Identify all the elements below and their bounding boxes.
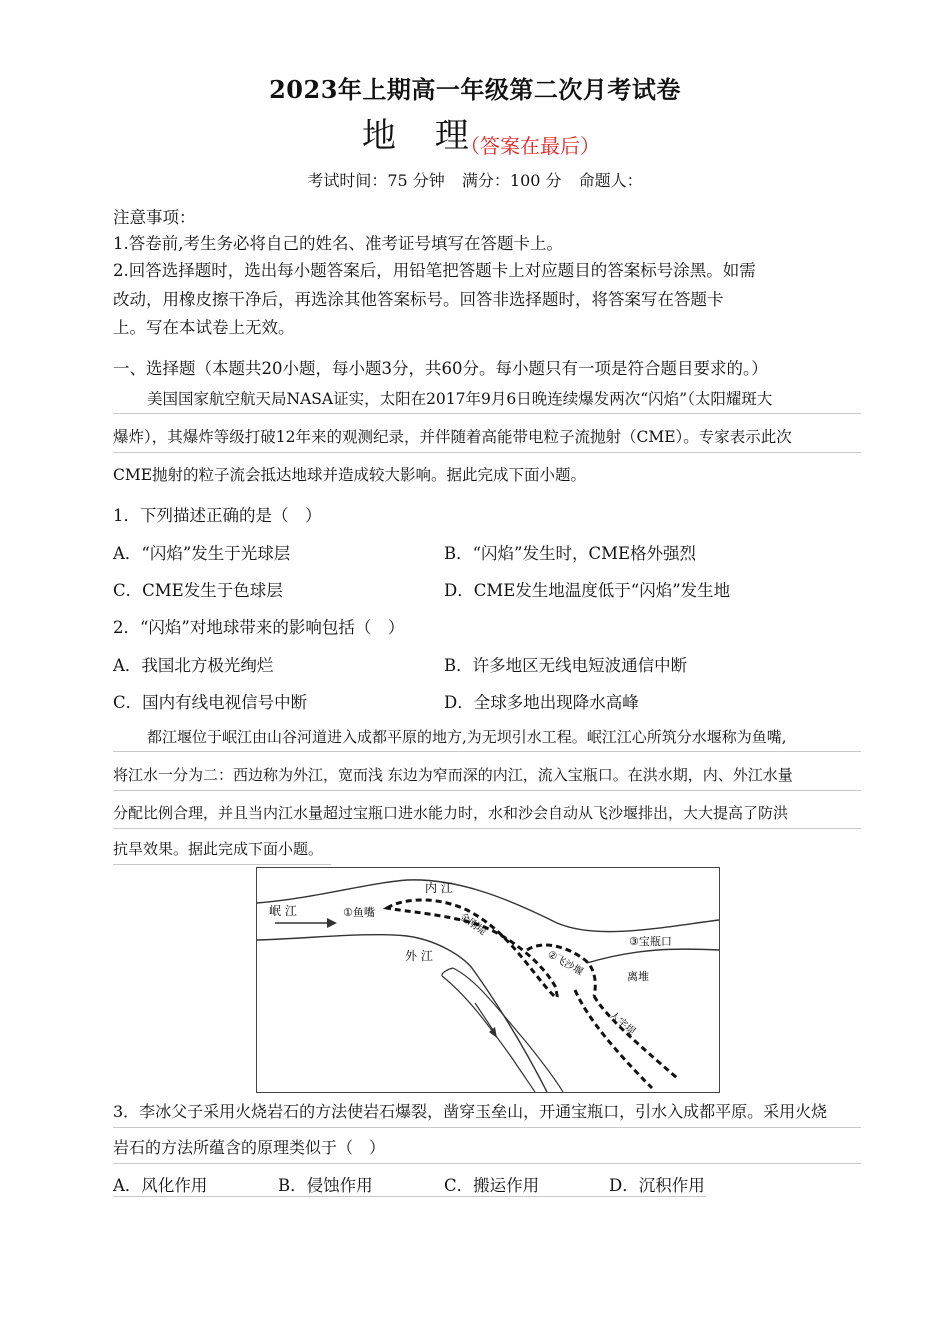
- label-renzidi: 人字堤: [607, 1009, 638, 1038]
- q2-option-a: A．我国北方极光绚烂: [113, 656, 274, 675]
- label-lidui: 离堆: [627, 970, 649, 983]
- q3-options-row: [113, 1170, 706, 1197]
- waijiang-bank: [472, 968, 547, 1092]
- label-baopingkou: ③宝瓶口: [629, 935, 672, 948]
- exam-author: 命题人：: [578, 171, 643, 190]
- label-yuzui: ①鱼嘴: [343, 906, 375, 919]
- subject-title: 地 理: [362, 116, 483, 156]
- note-item-2-line-2: 改动，用橡皮擦干净后，再选涂其他答案标号。回答非选择题时，将答案写在答题卡: [113, 290, 724, 309]
- passage1-line-2: 爆炸），其爆炸等级打破12年来的观测纪录，并伴随着高能带电粒子流抛射（CME）。专家表示此次: [113, 422, 861, 453]
- feishayan-weir: [527, 945, 595, 996]
- exam-score: 满分：100 分: [461, 171, 562, 190]
- waijiang-flow-line: [475, 1003, 493, 1030]
- label-waijiang: 外 江: [405, 949, 433, 963]
- q2-stem: 2．“闪焰”对地球带来的影响包括（ ）: [113, 618, 405, 637]
- q1-option-c: C．CME发生于色球层: [113, 581, 283, 600]
- baopingkou-south-bank: [587, 949, 719, 963]
- section-heading: 一、选择题（本题共20小题，每小题3分，共60分。每小题只有一项是符合题目要求的。）: [113, 359, 768, 378]
- q1-option-b: B．“闪焰”发生时，CME格外强烈: [444, 544, 697, 563]
- q3-option-b: B．侵蚀作用: [278, 1176, 373, 1195]
- q3-stem-line-2: 岩石的方法所蕴含的原理类似于（ ）: [113, 1133, 861, 1164]
- dujiangyan-map-drawing: [257, 868, 719, 1092]
- passage1-line-3: CME抛射的粒子流会抵达地球并造成较大影响。据此完成下面小题。: [113, 466, 587, 484]
- note-item-2-line-1: 2.回答选择题时，选出每小题答案后，用铅笔把答题卡上对应题目的答案标号涂黑。如需: [113, 261, 756, 280]
- label-feishayan: ②飞沙堰: [545, 949, 585, 979]
- q2-option-b: B．许多地区无线电短波通信中断: [444, 656, 688, 675]
- q3-option-c: C．搬运作用: [444, 1176, 540, 1195]
- passage2-line-3: 分配比例合理，并且当内江水量超过宝瓶口进水能力时，水和沙会自动从飞沙堰排出，大大提高了防洪: [113, 798, 861, 829]
- passage2-line-1: 都江堰位于岷江由山谷河道进入成都平原的地方,为无坝引水工程。岷江江心所筑分水堰称为鱼嘴,: [113, 722, 861, 752]
- q3-option-d: D．沉积作用: [609, 1176, 705, 1195]
- exam-info: [0, 168, 950, 191]
- q2-option-c: C．国内有线电视信号中断: [113, 693, 308, 712]
- neijiang-north-bank: [257, 880, 719, 932]
- notes-heading: 注意事项：: [113, 208, 196, 227]
- note-item-2-line-3: 上。写在本试卷上无效。: [113, 318, 295, 337]
- minjiang-south-bank: [257, 935, 472, 968]
- minjiang-flow-arrow-icon: [327, 918, 337, 928]
- q3-option-a: A．风化作用: [113, 1176, 208, 1195]
- passage2-line-4: 抗旱效果。据此完成下面小题。: [113, 834, 331, 865]
- label-jingangdi: 金刚堤: [457, 911, 489, 938]
- q3-stem-line-1: 3．李冰父子采用火烧岩石的方法使岩石爆裂，凿穿玉垒山，开通宝瓶口，引水入成都平原。采用火烧: [113, 1097, 861, 1128]
- label-neijiang: 内 江: [425, 881, 453, 895]
- exam-time: 考试时间：75 分钟: [307, 171, 445, 190]
- q1-stem: 1．下列描述正确的是（ ）: [113, 506, 322, 525]
- renzidi-dike-outer: [594, 996, 677, 1078]
- passage2-line-2: 将江水一分为二：西边称为外江，宽而浅 东边为窄而深的内江，流入宝瓶口。在洪水期，内、外江水量: [113, 760, 861, 791]
- outer-island-tip: [442, 968, 453, 976]
- subject-note: （答案在最后）: [460, 134, 600, 158]
- q2-option-d: D．全球多地出现降水高峰: [444, 693, 639, 712]
- dujiangyan-map: [256, 867, 720, 1093]
- q1-option-d: D．CME发生地温度低于“闪焰”发生地: [444, 581, 731, 600]
- passage1-line-1: 美国国家航空航天局NASA证实，太阳在2017年9月6日晚连续爆发两次“闪焰”（太阳耀斑大: [113, 384, 861, 414]
- q1-option-a: A．“闪焰”发生于光球层: [113, 544, 291, 563]
- exam-title: 2023年上期高一年级第二次月考试卷: [269, 75, 681, 104]
- label-minjiang: 岷 江: [269, 904, 297, 918]
- renzidi-dike-inner: [575, 990, 652, 1088]
- outer-island-west: [442, 976, 535, 1092]
- note-item-1: 1.答卷前,考生务必将自己的姓名、准考证号填写在答题卡上。: [113, 234, 563, 253]
